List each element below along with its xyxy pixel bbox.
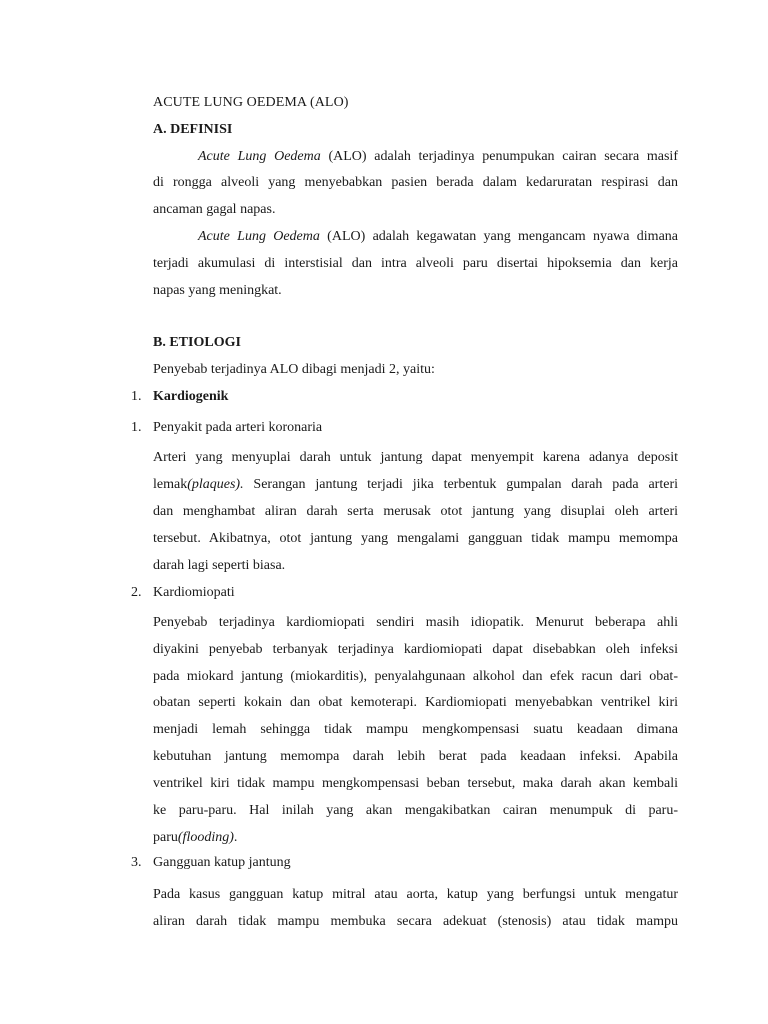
def2-line-2: terjadi akumulasi di interstisial dan intra alveoli paru disertai hipoksemia dan kerja	[153, 256, 678, 271]
item2-line-6: kebutuhan jantung memompa darah lebih berat pada keadaan infeksi. Apabila	[153, 749, 678, 764]
document-title: ACUTE LUNG OEDEMA (ALO)	[153, 95, 349, 110]
def1-italic-term: Acute Lung Oedema	[198, 149, 321, 164]
def1-line-1	[198, 148, 678, 166]
section-a-heading: A. DEFINISI	[153, 122, 233, 137]
item2-line-9-a: paru	[153, 830, 178, 845]
def1-line-3: ancaman gagal napas.	[153, 202, 276, 217]
item2-line-8: ke paru-paru. Hal inilah yang akan mengakibatkan cairan menumpuk di paru-	[153, 803, 678, 818]
item2-line-5: menjadi lemah sehingga tidak mampu mengkompensasi suatu keadaan dimana	[153, 722, 678, 737]
item2-line-2: diyakini penyebab terbanyak terjadinya kardiomiopati dapat disebabkan oleh infeksi	[153, 642, 678, 657]
item2-line-4: obatan seperti kokain dan obat kemoterapi. Kardiomiopati menyebabkan ventrikel kiri	[153, 695, 678, 710]
item2-heading: Kardiomiopati	[153, 585, 235, 600]
item3-number: 3.	[131, 855, 142, 870]
def2-italic-term: Acute Lung Oedema	[198, 229, 320, 244]
item2-line-9	[153, 829, 678, 847]
item1-italic-plaques: (plaques).	[187, 477, 244, 492]
kardiogenik-heading: Kardiogenik	[153, 389, 229, 404]
item1-line-2-a: lemak	[153, 477, 188, 492]
def1-line-1-text: (ALO) adalah terjadinya penumpukan cairan secara masif	[320, 149, 678, 164]
item3-heading: Gangguan katup jantung	[153, 855, 291, 870]
item1-heading: Penyakit pada arteri koronaria	[153, 420, 323, 435]
item2-italic-flooding: (flooding)	[177, 830, 234, 845]
item1-line-2-b: Serangan jantung terjadi jika terbentuk gumpalan darah pada arteri	[243, 477, 678, 492]
item2-line-7: ventrikel kiri tidak mampu mengkompensasi beban tersebut, maka darah akan kembali	[153, 776, 678, 791]
item3-line-2: aliran darah tidak mampu membuka secara adekuat (stenosis) atau tidak mampu	[153, 914, 678, 929]
item1-line-2	[153, 476, 678, 494]
def1-line-2: di rongga alveoli yang menyebabkan pasien berada dalam kedaruratan respirasi dan	[153, 175, 678, 190]
item1-line-3: dan menghambat aliran darah serta merusak otot jantung yang disuplai oleh arteri	[153, 504, 678, 519]
item2-line-3: pada miokard jantung (miokarditis), penyalahgunaan alkohol dan efek racun dari obat-	[153, 669, 678, 684]
etiology-intro: Penyebab terjadinya ALO dibagi menjadi 2, yaitu:	[153, 362, 435, 377]
section-b-heading: B. ETIOLOGI	[153, 335, 241, 350]
item3-line-1: Pada kasus gangguan katup mitral atau aorta, katup yang berfungsi untuk mengatur	[153, 887, 678, 902]
item1-line-1: Arteri yang menyuplai darah untuk jantung dapat menyempit karena adanya deposit	[153, 450, 678, 465]
def2-line-1-text: (ALO) adalah kegawatan yang mengancam nyawa dimana	[319, 229, 678, 244]
def2-line-3: napas yang meningkat.	[153, 283, 282, 298]
item1-number: 1.	[131, 420, 142, 435]
kardiogenik-number: 1.	[131, 389, 142, 404]
item2-line-9-b: .	[233, 830, 238, 845]
item1-line-5: darah lagi seperti biasa.	[153, 558, 286, 573]
item2-line-1: Penyebab terjadinya kardiomiopati sendiri masih idiopatik. Menurut beberapa ahli	[153, 615, 678, 630]
item2-number: 2.	[131, 585, 142, 600]
def2-line-1	[198, 228, 678, 246]
item1-line-4: tersebut. Akibatnya, otot jantung yang mengalami gangguan tidak mampu memompa	[153, 531, 678, 546]
